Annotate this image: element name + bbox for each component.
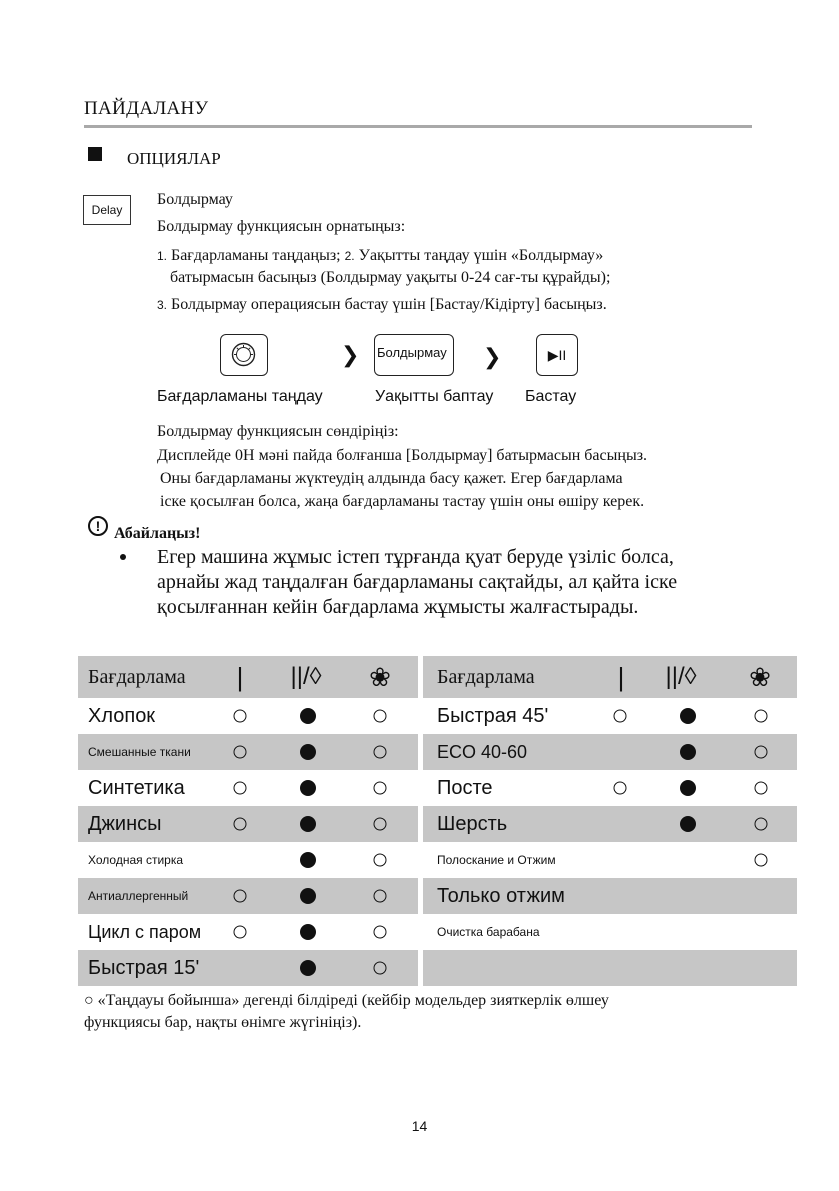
program-name: Антиаллергенный	[88, 889, 189, 903]
warning-title: Абайлаңыз!	[114, 525, 201, 542]
header-program: Бағдарлама	[437, 665, 535, 688]
program-name: Полоскание и Отжим	[437, 853, 556, 867]
step2-number: 2.	[344, 249, 355, 263]
program-name: Цикл с паром	[88, 921, 202, 942]
table-header	[78, 656, 418, 698]
caption-select-program: Бағдарламаны таңдау	[157, 388, 323, 405]
step2-text-a: Уақытты таңдау үшін «Болдырмау»	[358, 247, 604, 264]
filled-dot-icon	[300, 708, 316, 724]
optional-ring-icon	[234, 782, 247, 795]
filled-dot-icon	[300, 888, 316, 904]
optional-ring-icon	[374, 854, 387, 867]
step1-number: 1.	[157, 249, 168, 263]
warning-line-2: арнайы жад таңдалған бағдарламаны сақтайды, ал қайта іске	[157, 571, 678, 593]
chevron-right-icon: ❯	[341, 342, 360, 367]
footnote-line-1: ○ «Таңдауы бойынша» дегенді білдіреді (кейбір модельдер зияткерлік өлшеу	[84, 992, 609, 1009]
program-name: Джинсы	[88, 812, 162, 835]
program-name: Смешанные ткани	[88, 745, 191, 759]
optional-ring-icon	[374, 962, 387, 975]
optional-ring-icon	[234, 926, 247, 939]
section-square-icon	[88, 147, 102, 161]
start-pause-button: ▶II	[536, 334, 578, 376]
table-row	[423, 878, 797, 914]
filled-dot-icon	[680, 708, 696, 724]
table-row	[423, 698, 797, 734]
delay-step-1-2	[157, 247, 603, 265]
optional-ring-icon	[374, 818, 387, 831]
chevron-right-icon: ❯	[483, 344, 502, 369]
header-program: Бағдарлама	[88, 665, 186, 688]
optional-ring-icon	[234, 710, 247, 723]
program-name: Синтетика	[88, 776, 185, 799]
optional-ring-icon	[374, 782, 387, 795]
cancel-line-2: Оны бағдарламаны жүктеудің алдында басу қажет. Егер бағдарлама	[160, 470, 623, 487]
step1-text: Бағдарламаны таңдаңыз;	[171, 247, 341, 264]
filled-dot-icon	[300, 780, 316, 796]
spin-icon: ❀	[369, 662, 391, 692]
optional-ring-icon	[614, 710, 627, 723]
filled-dot-icon	[300, 744, 316, 760]
optional-ring-icon	[374, 710, 387, 723]
cancel-line-3: іске қосылған болса, жаңа бағдарламаны тастау үшін оны өшіру керек.	[160, 493, 645, 510]
table-row	[78, 842, 418, 878]
table-row	[423, 806, 797, 842]
delay-title: Болдырмау	[157, 191, 233, 208]
cancel-title: Болдырмау функциясын сөндіріңіз:	[157, 423, 399, 440]
filled-dot-icon	[300, 816, 316, 832]
program-name: ECO 40-60	[437, 741, 528, 762]
filled-dot-icon	[300, 960, 316, 976]
bullet-icon	[120, 554, 126, 560]
table-row	[78, 770, 418, 806]
optional-ring-icon	[374, 890, 387, 903]
caption-set-time: Уақытты баптау	[375, 388, 494, 405]
table-row	[78, 950, 418, 986]
table-row	[78, 698, 418, 734]
optional-ring-icon	[755, 854, 768, 867]
program-name: Очистка барабана	[437, 925, 540, 939]
filled-dot-icon	[680, 816, 696, 832]
program-name: Только отжим	[437, 884, 565, 907]
filled-dot-icon	[300, 852, 316, 868]
optional-ring-icon	[755, 746, 768, 759]
program-table-left	[78, 656, 418, 986]
cancel-line-1: Дисплейде 0H мәні пайда болғанша [Болдырмау] батырмасын басыңыз.	[157, 447, 648, 464]
wash-icon: ||/◊	[290, 663, 322, 690]
section-title: ОПЦИЯЛАР	[127, 149, 221, 168]
spin-icon: ❀	[749, 662, 771, 692]
filled-dot-icon	[680, 744, 696, 760]
optional-ring-icon	[234, 818, 247, 831]
table-row	[423, 734, 797, 770]
header-divider	[84, 125, 752, 128]
table-row	[78, 878, 418, 914]
program-name: Холодная стирка	[88, 853, 184, 867]
table-row	[423, 770, 797, 806]
optional-ring-icon	[614, 782, 627, 795]
optional-ring-icon	[755, 782, 768, 795]
program-dial-icon	[221, 335, 266, 374]
program-name: Хлопок	[88, 704, 156, 727]
table-row	[423, 914, 797, 950]
optional-ring-icon	[374, 926, 387, 939]
optional-ring-icon	[755, 818, 768, 831]
delay-step-2b: батырмасын басыңыз (Болдырмау уақыты 0-24 сағ-ты құрайды);	[170, 269, 611, 286]
table-header	[423, 656, 797, 698]
filled-dot-icon	[680, 780, 696, 796]
optional-ring-icon	[755, 710, 768, 723]
delay-button-icon: Delay	[83, 195, 131, 225]
delay-time-button: Болдырмау	[374, 334, 454, 376]
step3-text: Болдырмау операциясын бастау үшін [Бастау/Кідірту] басыңыз.	[171, 296, 607, 313]
footnote-line-2: функциясы бар, нақты өнімге жүгініңіз).	[84, 1014, 362, 1031]
prewash-icon: |	[236, 662, 244, 692]
program-name: Посте	[437, 776, 493, 799]
optional-ring-icon	[234, 746, 247, 759]
table-row	[78, 734, 418, 770]
table-row	[423, 842, 797, 878]
table-row	[78, 806, 418, 842]
warning-line-1: Егер машина жұмыс істеп тұрғанда қуат беруде үзіліс болса,	[157, 546, 674, 568]
program-table-right	[423, 656, 797, 986]
warning-icon: !	[88, 516, 108, 536]
table-row	[78, 914, 418, 950]
warning-line-3: қосылғаннан кейін бағдарлама жұмысты жалғастырады.	[157, 596, 639, 618]
page-number: 14	[411, 1118, 428, 1134]
wash-icon: ||/◊	[665, 663, 697, 690]
table-row	[423, 950, 797, 986]
program-name: Шерсть	[437, 812, 508, 835]
delay-intro: Болдырмау функциясын орнатыңыз:	[157, 218, 406, 235]
delay-step-3	[157, 296, 607, 314]
program-name: Быстрая 45'	[437, 704, 549, 727]
caption-start: Бастау	[525, 388, 577, 405]
optional-ring-icon	[374, 746, 387, 759]
page-header-title: ПАЙДАЛАНУ	[84, 98, 209, 119]
step3-number: 3.	[157, 298, 168, 312]
program-name: Быстрая 15'	[88, 956, 200, 979]
optional-ring-icon	[234, 890, 247, 903]
program-dial-button	[220, 334, 268, 376]
filled-dot-icon	[300, 924, 316, 940]
prewash-icon: |	[617, 662, 625, 692]
